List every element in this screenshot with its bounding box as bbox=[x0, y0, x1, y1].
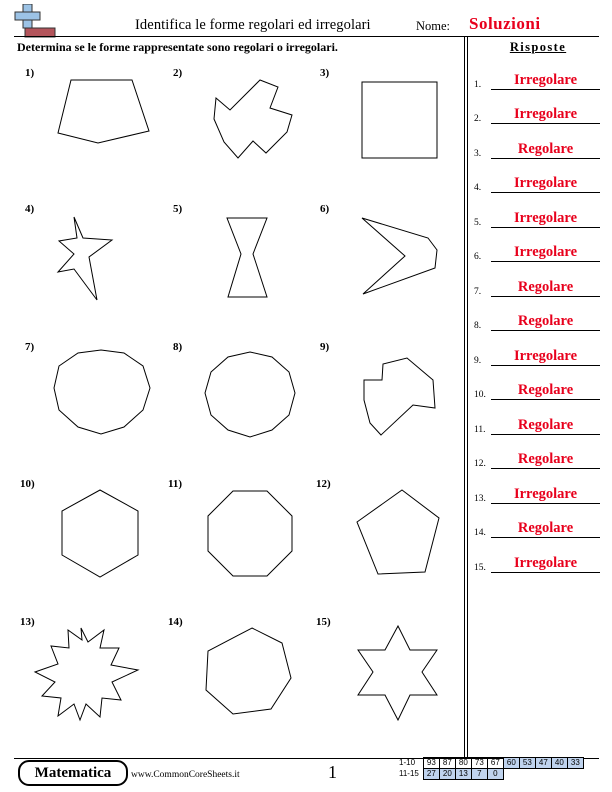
shape-9-irregular-polygon bbox=[364, 358, 435, 435]
problem-label: 1) bbox=[25, 67, 35, 79]
answer-number: 3. bbox=[474, 149, 482, 159]
answer-number: 15. bbox=[474, 563, 486, 573]
shape-12-regular-pentagon bbox=[357, 490, 439, 574]
shape-8-regular-nonagon bbox=[205, 352, 295, 437]
answer-value: Irregolare bbox=[513, 244, 578, 260]
problem-label: 9) bbox=[320, 341, 330, 353]
answer-number: 9. bbox=[474, 356, 482, 366]
answer-value: Irregolare bbox=[513, 210, 578, 226]
problem-label: 12) bbox=[316, 478, 331, 490]
score-table bbox=[397, 757, 584, 780]
answer-number: 7. bbox=[474, 287, 482, 297]
shape-7-regular-decagon bbox=[54, 350, 150, 434]
score-cell: 47 bbox=[535, 758, 551, 769]
answer-number: 14. bbox=[474, 528, 486, 538]
answer-item bbox=[474, 380, 604, 400]
answer-item bbox=[474, 415, 604, 435]
answer-item bbox=[474, 104, 604, 124]
score-row-label: 1-10 bbox=[399, 758, 416, 767]
score-cell: 27 bbox=[423, 769, 439, 780]
score-cell: 20 bbox=[439, 769, 455, 780]
answer-item bbox=[474, 173, 604, 193]
score-cell: 67 bbox=[487, 758, 503, 769]
score-cell: 60 bbox=[503, 758, 519, 769]
problem-label: 5) bbox=[173, 203, 183, 215]
answer-item bbox=[474, 242, 604, 262]
shape-14-regular-heptagon bbox=[206, 628, 291, 714]
problem-label: 10) bbox=[20, 478, 35, 490]
score-cell: 73 bbox=[471, 758, 487, 769]
answer-number: 12. bbox=[474, 459, 486, 469]
answer-value: Irregolare bbox=[513, 72, 578, 88]
problem-label: 4) bbox=[25, 203, 35, 215]
problem-label: 2) bbox=[173, 67, 183, 79]
answer-line bbox=[491, 227, 600, 228]
score-cell: 0 bbox=[487, 769, 503, 780]
answer-number: 2. bbox=[474, 114, 482, 124]
answer-value: Irregolare bbox=[513, 175, 578, 191]
answer-value: Irregolare bbox=[513, 555, 578, 571]
shape-15-regular-star bbox=[358, 626, 437, 720]
answer-value: Regolare bbox=[517, 417, 574, 433]
problem-label: 3) bbox=[320, 67, 330, 79]
answer-value: Irregolare bbox=[513, 486, 578, 502]
answer-value: Regolare bbox=[517, 279, 574, 295]
page-number: 1 bbox=[328, 762, 337, 782]
name-value: Soluzioni bbox=[469, 14, 541, 33]
name-label: Nome: bbox=[416, 19, 451, 33]
answer-line bbox=[491, 330, 600, 331]
score-cell: 13 bbox=[455, 769, 471, 780]
answer-value: Regolare bbox=[517, 141, 574, 157]
score-cell: 40 bbox=[551, 758, 567, 769]
answer-line bbox=[491, 572, 600, 573]
answer-line bbox=[491, 503, 600, 504]
answer-line bbox=[491, 434, 600, 435]
answer-item bbox=[474, 346, 604, 366]
shape-3-square bbox=[362, 82, 437, 158]
answer-item bbox=[474, 277, 604, 297]
shape-13-irregular-star bbox=[35, 628, 138, 720]
answer-value: Regolare bbox=[517, 313, 574, 329]
answer-line bbox=[491, 537, 600, 538]
answer-number: 10. bbox=[474, 390, 486, 400]
answer-line bbox=[491, 468, 600, 469]
answer-line bbox=[491, 261, 600, 262]
score-cell: 93 bbox=[423, 758, 439, 769]
score-cell: 53 bbox=[519, 758, 535, 769]
answer-item bbox=[474, 553, 604, 573]
answer-item bbox=[474, 518, 604, 538]
problem-label: 8) bbox=[173, 341, 183, 353]
answer-line bbox=[491, 365, 600, 366]
answer-line bbox=[491, 123, 600, 124]
problem-label: 15) bbox=[316, 616, 331, 628]
answer-item bbox=[474, 70, 604, 90]
answer-value: Irregolare bbox=[513, 106, 578, 122]
answer-number: 4. bbox=[474, 183, 482, 193]
answer-item bbox=[474, 139, 604, 159]
answer-line bbox=[491, 399, 600, 400]
answer-value: Regolare bbox=[517, 382, 574, 398]
answer-number: 1. bbox=[474, 80, 482, 90]
shape-6-chevron bbox=[362, 218, 437, 294]
shape-10-regular-hexagon bbox=[62, 490, 138, 577]
answers-title: Risposte bbox=[509, 40, 567, 54]
problem-label: 7) bbox=[25, 341, 35, 353]
answer-number: 8. bbox=[474, 321, 482, 331]
shape-2-irregular-polygon bbox=[214, 80, 292, 158]
answer-line bbox=[491, 296, 600, 297]
answer-line bbox=[491, 192, 600, 193]
problem-label: 14) bbox=[168, 616, 183, 628]
score-cell: 87 bbox=[439, 758, 455, 769]
answer-number: 11. bbox=[474, 425, 486, 435]
answer-number: 5. bbox=[474, 218, 482, 228]
shape-5-bowtie bbox=[227, 218, 267, 297]
answer-item bbox=[474, 484, 604, 504]
answer-value: Regolare bbox=[517, 451, 574, 467]
answer-item bbox=[474, 449, 604, 469]
answer-line bbox=[491, 158, 600, 159]
shape-1-irregular-pentagon bbox=[58, 80, 149, 143]
score-cell: 33 bbox=[567, 758, 583, 769]
problem-label: 6) bbox=[320, 203, 330, 215]
worksheet-title: Identifica le forme regolari ed irregolari bbox=[135, 17, 371, 33]
problem-label: 13) bbox=[20, 616, 35, 628]
score-row-label: 11-15 bbox=[399, 769, 419, 778]
shape-4-irregular-star bbox=[58, 217, 112, 300]
shape-11-regular-octagon bbox=[208, 491, 292, 576]
brand-badge: Matematica bbox=[18, 760, 128, 786]
answer-value: Irregolare bbox=[513, 348, 578, 364]
instructions: Determina se le forme rappresentate sono regolari o irregolari. bbox=[17, 40, 338, 54]
score-row bbox=[397, 758, 583, 769]
answer-number: 13. bbox=[474, 494, 486, 504]
score-cell: 7 bbox=[471, 769, 487, 780]
answer-number: 6. bbox=[474, 252, 482, 262]
score-row bbox=[397, 769, 583, 780]
answer-item bbox=[474, 311, 604, 331]
website-link[interactable]: www.CommonCoreSheets.it bbox=[131, 770, 240, 780]
score-cell: 80 bbox=[455, 758, 471, 769]
answer-line bbox=[491, 89, 600, 90]
answer-value: Regolare bbox=[517, 520, 574, 536]
answer-item bbox=[474, 208, 604, 228]
problem-label: 11) bbox=[168, 478, 183, 490]
